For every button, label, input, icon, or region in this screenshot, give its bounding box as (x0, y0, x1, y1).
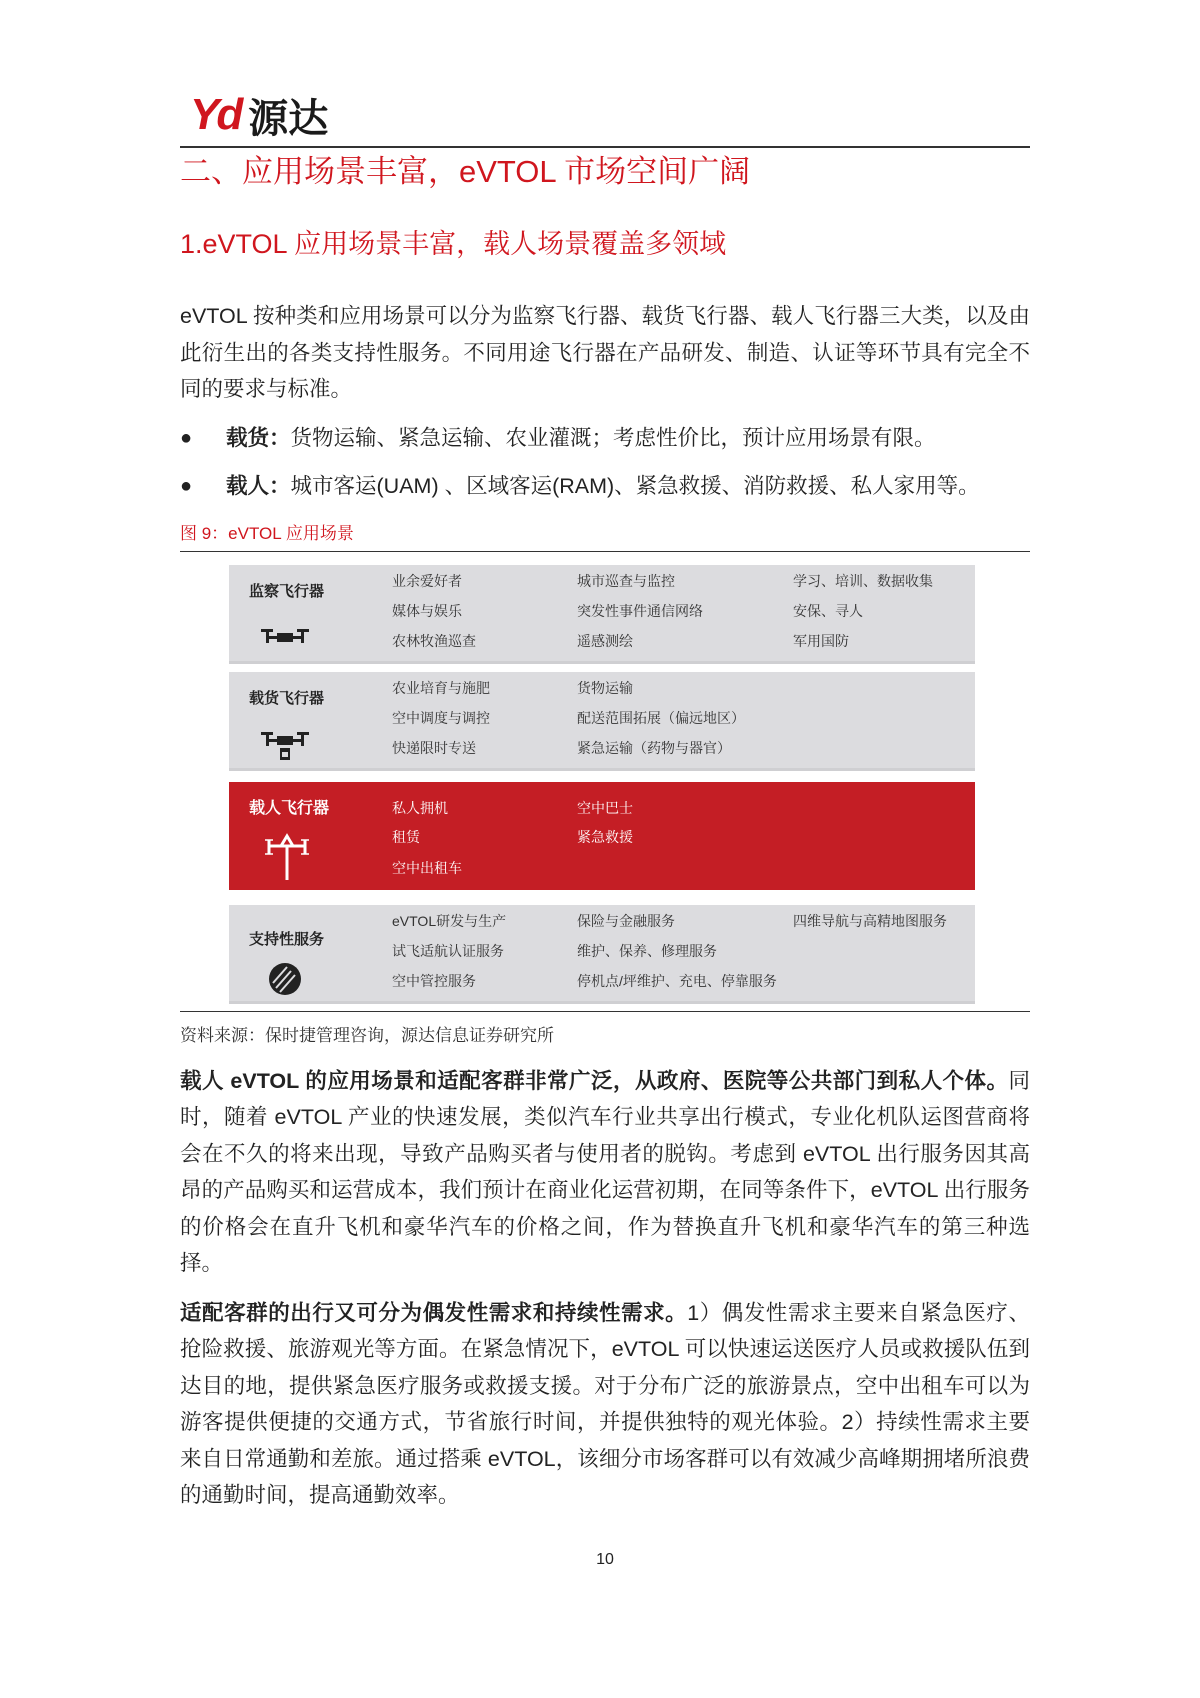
paragraph-passenger-scenarios (180, 1063, 1030, 1282)
row-cargo (229, 672, 975, 771)
figure-top-rule (180, 551, 1030, 552)
scenario-item: 媒体与娱乐 (392, 602, 462, 619)
scenario-item: 四维导航与高精地图服务 (793, 912, 947, 929)
bullet-label: 载人： (226, 473, 291, 498)
bullet-text: 货物运输、紧急运输、农业灌溉；考虑性价比，预计应用场景有限。 (290, 425, 936, 450)
company-logo (190, 90, 329, 141)
passenger-aircraft-icon (257, 832, 317, 882)
scenario-item: 配送范围拓展（偏远地区） (577, 709, 745, 726)
drone-icon (257, 617, 317, 657)
main-content (180, 298, 1030, 1570)
bullet-passenger (180, 471, 1030, 501)
scenario-item: 保险与金融服务 (577, 912, 675, 929)
paragraph-body: 同时，随着 eVTOL 产业的快速发展，类似汽车行业共享出行模式，专业化机队运图营商将会在不久的将来出现，导致产品购买者与使用者的脱钩。考虑到 eVTOL 出行服务因其高昂的产品购买和运营成本，我们预计在商业化运营初期，在同等条件下，eVTOL 出行服务的价格会在直升飞机和豪华汽车的价格之间，作为替换直升飞机和豪华汽车的第三种选择。 (180, 1068, 1030, 1275)
bullet-icon: ● (180, 426, 193, 449)
scenario-item: 安保、寻人 (793, 602, 863, 619)
page-number: 10 (596, 1550, 614, 1568)
logo-mark: Yd (190, 90, 241, 139)
scenario-item: 货物运输 (577, 679, 633, 696)
scenario-item: 军用国防 (793, 632, 849, 649)
scenario-item: 空中巴士 (577, 799, 633, 816)
scenario-item: 试飞适航认证服务 (392, 942, 504, 959)
scenario-item: 租赁 (392, 828, 420, 845)
cargo-drone-icon (257, 724, 317, 764)
paragraph-demand-types (180, 1295, 1030, 1514)
scenario-item: 突发性事件通信网络 (577, 602, 703, 619)
row-label: 支持性服务 (249, 930, 325, 948)
application-scenarios-figure (229, 565, 975, 1001)
scenario-item: 空中管控服务 (392, 972, 476, 989)
intro-paragraph: eVTOL 按种类和应用场景可以分为监察飞行器、载货飞行器、载人飞行器三大类，以及由此衍生出的各类支持性服务。不同用途飞行器在产品研发、制造、认证等环节具有完全不同的要求与标准。 (180, 304, 1030, 401)
subsection-title: 1.eVTOL 应用场景丰富，载人场景覆盖多领域 (180, 229, 727, 259)
row-label: 载人飞行器 (249, 799, 330, 817)
scenario-item: 空中调度与调控 (392, 709, 490, 726)
row-support-services (229, 905, 975, 1004)
scenario-item: 城市巡查与监控 (577, 572, 675, 589)
scenario-item: 农林牧渔巡查 (392, 632, 476, 649)
figure-bottom-rule (180, 1011, 1030, 1012)
scenario-item: 维护、保养、修理服务 (577, 942, 717, 959)
scenario-item: 停机点/坪维护、充电、停靠服务 (577, 972, 777, 989)
row-label: 载货飞行器 (249, 689, 325, 707)
scenario-item: 私人拥机 (392, 799, 448, 816)
row-label: 监察飞行器 (249, 582, 325, 600)
scenario-item: 农业培育与施肥 (392, 679, 490, 696)
figure-caption: 图 9：eVTOL 应用场景 (180, 523, 354, 543)
logo-text: 源达 (248, 96, 329, 141)
scenario-item: 快递限时专送 (392, 739, 476, 756)
scenario-item: 紧急运输（药物与器官） (577, 739, 731, 756)
figure-source: 资料来源：保时捷管理咨询，源达信息证券研究所 (180, 1025, 554, 1045)
bullet-cargo (180, 423, 1030, 453)
bullet-label: 载货： (226, 425, 291, 450)
section-title: 二、应用场景丰富，eVTOL 市场空间广阔 (180, 154, 751, 189)
paragraph-lead: 适配客群的出行又可分为偶发性需求和持续性需求。 (180, 1300, 688, 1325)
bullet-icon: ● (180, 474, 193, 497)
row-surveillance (229, 565, 975, 664)
bullet-text: 城市客运(UAM) 、区域客运(RAM)、紧急救援、消防救援、私人家用等。 (290, 473, 980, 498)
paragraph-lead: 载人 eVTOL 的应用场景和适配客群非常广泛，从政府、医院等公共部门到私人个体。 (180, 1068, 1009, 1093)
scenario-item: eVTOL研发与生产 (392, 912, 507, 929)
service-globe-icon (257, 957, 317, 997)
scenario-item: 遥感测绘 (577, 632, 633, 649)
scenario-item: 学习、培训、数据收集 (793, 572, 933, 589)
row-passenger (229, 782, 975, 890)
paragraph-body: 1）偶发性需求主要来自紧急医疗、抢险救援、旅游观光等方面。在紧急情况下，eVTOL 可以快速运送医疗人员或救援队伍到达目的地，提供紧急医疗服务或救援支援。对于分布广泛的旅游景点，空中出租车可以为游客提供便捷的交通方式，节省旅行时间，并提供独特的观光体验。2）持续性需求主要来自日常通勤和差旅。通过搭乘 eVTOL，该细分市场客群可以有效减少高峰期拥堵所浪费的通勤时间，提高通勤效率。 (180, 1300, 1030, 1507)
scenario-item: 空中出租车 (392, 859, 462, 876)
scenario-item: 业余爱好者 (392, 572, 462, 589)
scenario-item: 紧急救援 (577, 828, 633, 845)
